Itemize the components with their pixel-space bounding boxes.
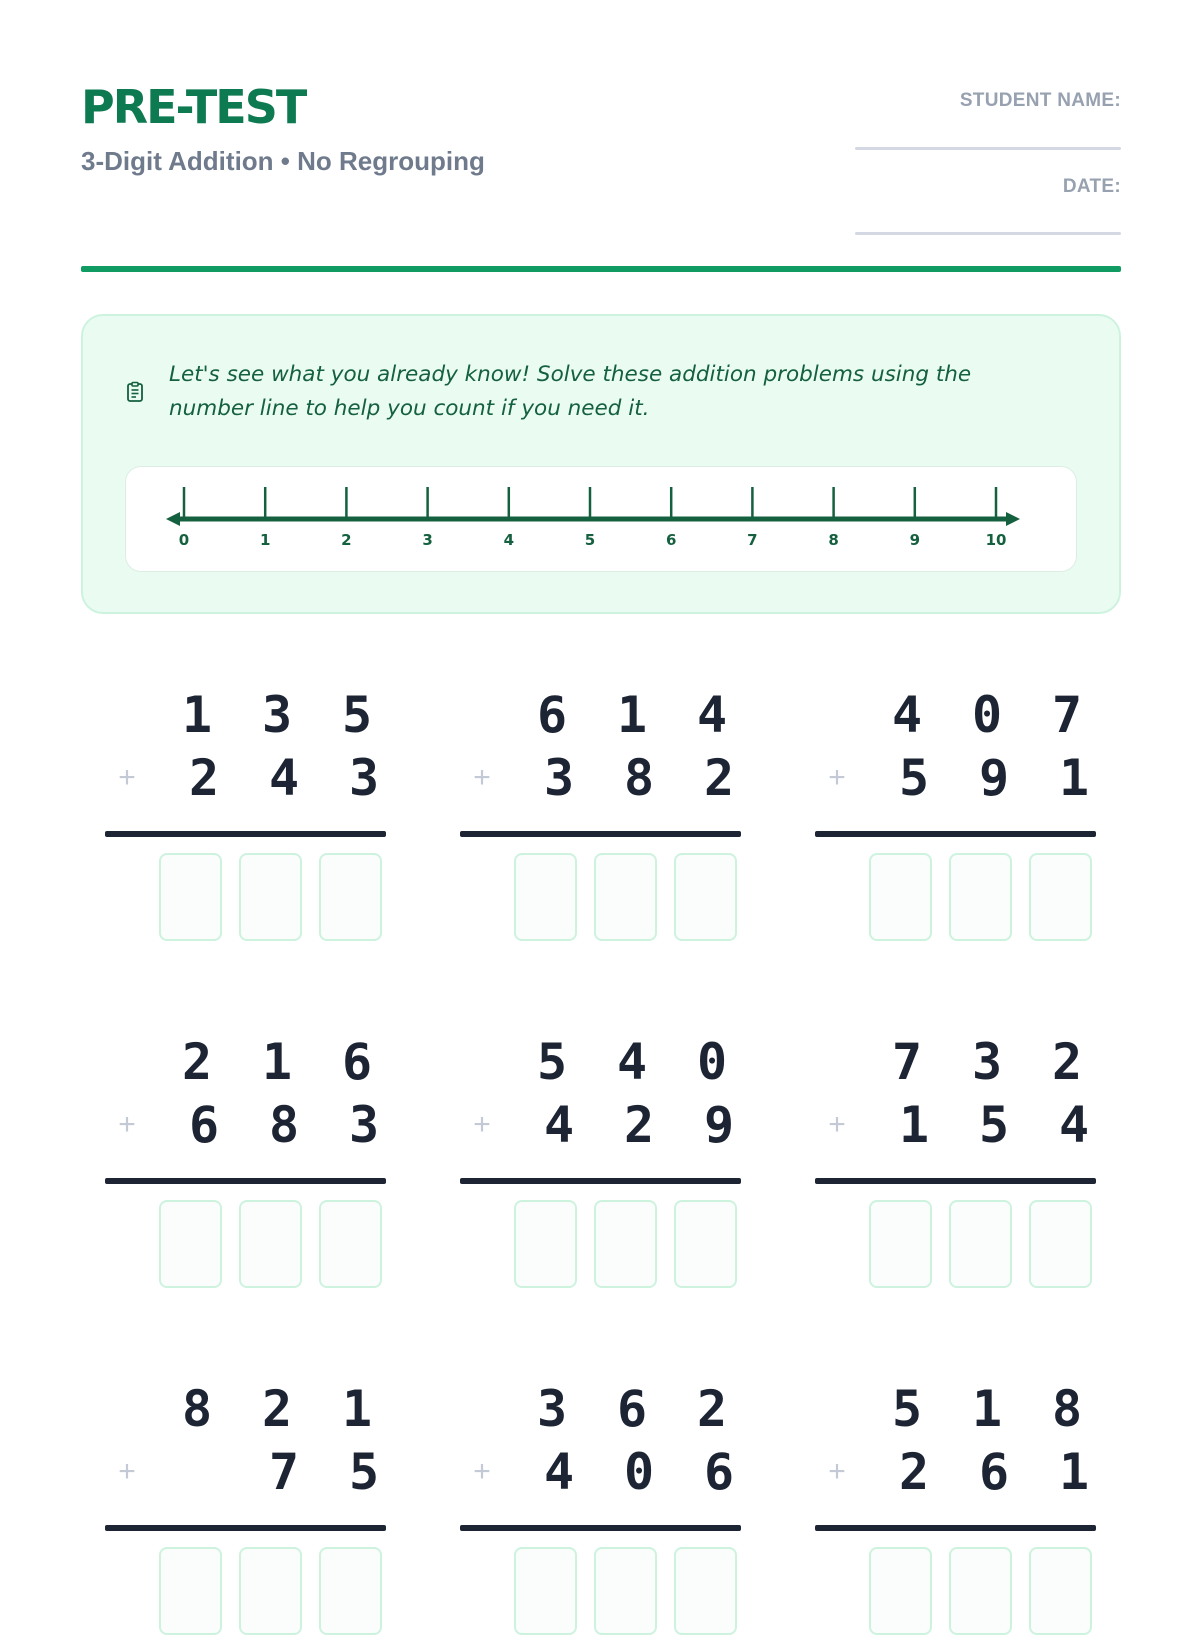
number-line-label: 10 — [985, 531, 1007, 549]
sum-line — [105, 1525, 386, 1531]
answer-box[interactable] — [159, 1547, 222, 1635]
bottom-digit: 3 — [348, 749, 380, 807]
number-line-card — [125, 466, 1077, 572]
number-line-label: 2 — [341, 531, 352, 549]
bottom-digit: 6 — [978, 1443, 1010, 1501]
top-digit: 1 — [616, 686, 648, 744]
bottom-digit: 8 — [268, 1096, 300, 1154]
answer-box[interactable] — [869, 1547, 932, 1635]
instructions-text: Let's see what you already know! Solve these addition problems using the number line to help you count if you need it. — [169, 362, 972, 421]
top-digit: 8 — [1051, 1380, 1083, 1438]
answer-box[interactable] — [239, 853, 302, 941]
number-line-label: 6 — [665, 531, 677, 549]
bottom-digit: 2 — [898, 1443, 930, 1501]
plus-sign: + — [473, 761, 491, 794]
bottom-digit: 6 — [188, 1096, 220, 1154]
addition-problem — [815, 1033, 1105, 1297]
bottom-digit: 4 — [268, 749, 300, 807]
top-digit: 5 — [536, 1033, 568, 1091]
answer-box[interactable] — [514, 1547, 577, 1635]
answer-box[interactable] — [674, 1547, 737, 1635]
addition-problem — [105, 1033, 395, 1297]
answer-box[interactable] — [869, 853, 932, 941]
answer-box[interactable] — [239, 1547, 302, 1635]
answer-box[interactable] — [514, 853, 577, 941]
top-digit: 1 — [181, 686, 213, 744]
addition-problem — [815, 1380, 1105, 1644]
top-digit: 4 — [891, 686, 923, 744]
number-line-label: 8 — [828, 531, 839, 549]
number-line — [126, 467, 1076, 571]
addition-problem — [460, 1033, 750, 1297]
answer-box[interactable] — [1029, 853, 1092, 941]
top-digit: 6 — [536, 686, 568, 744]
top-digit: 3 — [971, 1033, 1003, 1091]
answer-box[interactable] — [319, 1200, 382, 1288]
bottom-digit: 3 — [348, 1096, 380, 1154]
bottom-digit: 4 — [1058, 1096, 1090, 1154]
bottom-digit: 2 — [703, 749, 735, 807]
top-digit: 2 — [1051, 1033, 1083, 1091]
sum-line — [460, 1525, 741, 1531]
date-field[interactable] — [855, 232, 1121, 235]
bottom-digit: 5 — [898, 749, 930, 807]
top-digit: 7 — [891, 1033, 923, 1091]
page-title: PRE-TEST — [81, 80, 306, 134]
sum-line — [460, 831, 741, 837]
top-digit: 4 — [696, 686, 728, 744]
answer-box[interactable] — [514, 1200, 577, 1288]
bottom-digit: 5 — [978, 1096, 1010, 1154]
number-line-label: 7 — [747, 531, 758, 549]
plus-sign: + — [118, 761, 136, 794]
addition-problem — [460, 1380, 750, 1644]
bottom-digit: 1 — [1058, 749, 1090, 807]
answer-box[interactable] — [949, 1547, 1012, 1635]
top-digit: 0 — [971, 686, 1003, 744]
top-digit: 7 — [1051, 686, 1083, 744]
answer-box[interactable] — [159, 1200, 222, 1288]
bottom-digit: 1 — [1058, 1443, 1090, 1501]
top-digit: 6 — [341, 1033, 373, 1091]
answer-box[interactable] — [159, 853, 222, 941]
number-line-label: 9 — [909, 531, 921, 549]
bottom-digit: 4 — [543, 1096, 575, 1154]
answer-box[interactable] — [869, 1200, 932, 1288]
student-name-field[interactable] — [855, 147, 1121, 150]
header-divider — [81, 266, 1121, 272]
bottom-digit: 1 — [898, 1096, 930, 1154]
plus-sign: + — [828, 1455, 846, 1488]
bottom-digit: 7 — [268, 1443, 300, 1501]
page-subtitle: 3-Digit Addition • No Regrouping — [81, 146, 485, 176]
top-digit: 1 — [971, 1380, 1003, 1438]
sum-line — [105, 1178, 386, 1184]
clipboard-icon — [123, 380, 147, 404]
top-digit: 0 — [696, 1033, 728, 1091]
number-line-label: 5 — [584, 531, 596, 549]
addition-problem — [815, 686, 1105, 950]
answer-box[interactable] — [239, 1200, 302, 1288]
student-name-label: STUDENT NAME: — [959, 90, 1121, 111]
answer-box[interactable] — [594, 1547, 657, 1635]
sum-line — [815, 1178, 1096, 1184]
plus-sign: + — [473, 1108, 491, 1141]
number-line-label: 0 — [178, 531, 190, 549]
bottom-digit: 6 — [703, 1443, 735, 1501]
sum-line — [815, 1525, 1096, 1531]
bottom-digit: 9 — [703, 1096, 735, 1154]
sum-line — [105, 831, 386, 837]
plus-sign: + — [118, 1108, 136, 1141]
top-digit: 2 — [261, 1380, 293, 1438]
top-digit: 8 — [181, 1380, 213, 1438]
bottom-digit: 4 — [543, 1443, 575, 1501]
plus-sign: + — [828, 1108, 846, 1141]
number-line-label: 1 — [259, 531, 271, 549]
answer-box[interactable] — [594, 1200, 657, 1288]
top-digit: 2 — [181, 1033, 213, 1091]
sum-line — [460, 1178, 741, 1184]
number-line-label: 3 — [422, 531, 433, 549]
top-digit: 2 — [696, 1380, 728, 1438]
top-digit: 1 — [341, 1380, 373, 1438]
bottom-digit: 8 — [623, 749, 655, 807]
top-digit: 3 — [536, 1380, 568, 1438]
bottom-digit: 0 — [623, 1443, 655, 1501]
answer-box[interactable] — [594, 853, 657, 941]
top-digit: 5 — [341, 686, 373, 744]
sum-line — [815, 831, 1096, 837]
answer-box[interactable] — [319, 1547, 382, 1635]
bottom-digit: 2 — [623, 1096, 655, 1154]
bottom-digit: 3 — [543, 749, 575, 807]
plus-sign: + — [473, 1455, 491, 1488]
answer-box[interactable] — [1029, 1200, 1092, 1288]
addition-problem — [105, 1380, 395, 1644]
plus-sign: + — [828, 761, 846, 794]
bottom-digit: 2 — [188, 749, 220, 807]
top-digit: 3 — [261, 686, 293, 744]
right-arrow-icon — [1006, 512, 1020, 526]
number-line-label: 4 — [503, 531, 515, 549]
left-arrow-icon — [166, 512, 180, 526]
addition-problem — [460, 686, 750, 950]
bottom-digit: 5 — [348, 1443, 380, 1501]
answer-box[interactable] — [674, 853, 737, 941]
answer-box[interactable] — [1029, 1547, 1092, 1635]
answer-box[interactable] — [674, 1200, 737, 1288]
answer-box[interactable] — [319, 853, 382, 941]
top-digit: 4 — [616, 1033, 648, 1091]
plus-sign: + — [118, 1455, 136, 1488]
addition-problem — [105, 686, 395, 950]
date-label: DATE: — [1062, 176, 1121, 197]
answer-box[interactable] — [949, 853, 1012, 941]
answer-box[interactable] — [949, 1200, 1012, 1288]
worksheet-page — [81, 0, 1121, 1600]
top-digit: 1 — [261, 1033, 293, 1091]
instructions-panel — [81, 314, 1121, 614]
top-digit: 6 — [616, 1380, 648, 1438]
top-digit: 5 — [891, 1380, 923, 1438]
bottom-digit: 9 — [978, 749, 1010, 807]
